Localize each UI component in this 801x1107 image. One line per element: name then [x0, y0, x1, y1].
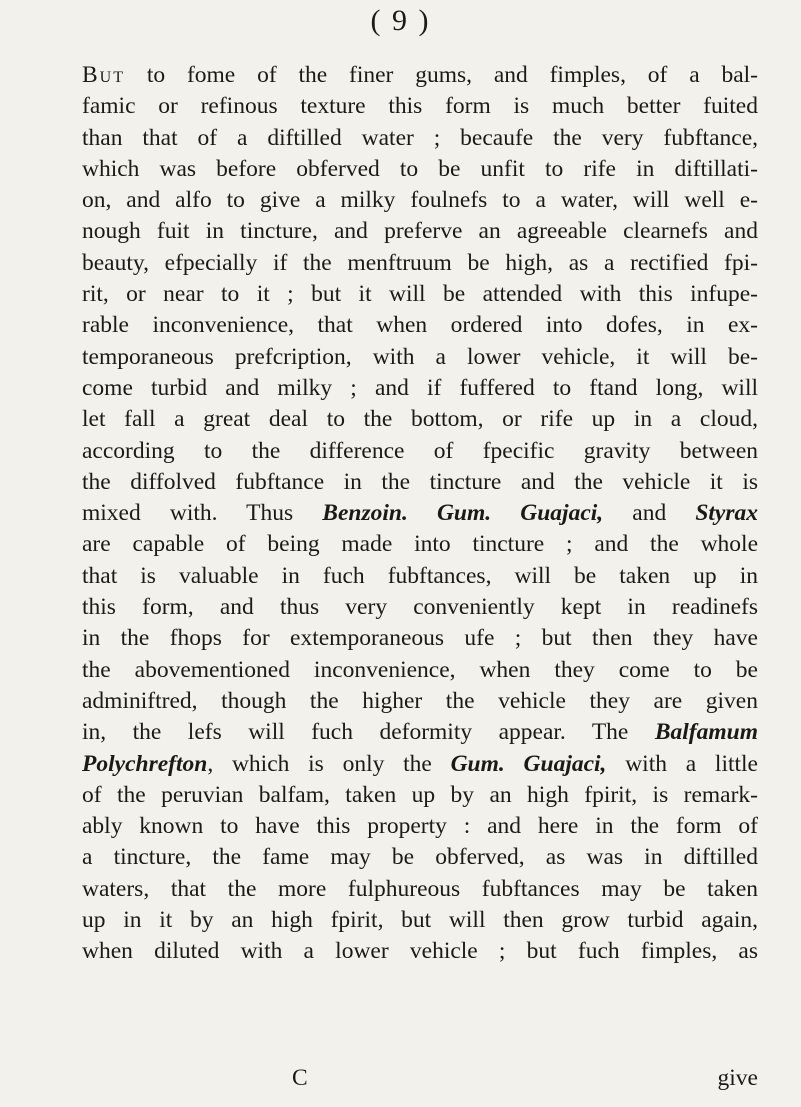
- page-number: ( 9 ): [370, 4, 431, 37]
- text-line: beauty, efpecially if the menftruum be high, as a rectified fpi-: [82, 249, 758, 276]
- text-line: come turbid and milky ; and if fuffered to ftand long, will: [82, 374, 758, 401]
- term-gum: Gum.: [436, 500, 492, 527]
- text-line: the abovementioned inconvenience, when they come to be: [82, 656, 758, 683]
- text-line: temporaneous prefcription, with a lower vehicle, it will be-: [82, 343, 758, 370]
- text-line: are capable of being made into tincture ; and the whole: [82, 531, 758, 558]
- text-line: Polychrefton, which is only the Gum. Guajaci, with a little: [82, 750, 758, 777]
- text-line: waters, that the more fulphureous fubftances may be taken: [82, 875, 758, 902]
- text-line: rit, or near to it ; but it will be attended with this infupe-: [82, 281, 758, 308]
- text-line: But to fome of the finer gums, and fimples, of a bal-: [82, 62, 758, 88]
- text-line: adminiftred, though the higher the vehicle they are given: [82, 687, 758, 714]
- text-line: than that of a diftilled water ; becaufe the very fubftance,: [82, 124, 758, 151]
- body-paragraph: [82, 60, 758, 968]
- text-line: a tincture, the fame may be obferved, as was in diftilled: [82, 844, 758, 871]
- term-polychrefton: Polychrefton: [82, 750, 208, 777]
- text-line: that is valuable in fuch fubftances, will be taken up in: [82, 562, 758, 589]
- text-line: according to the difference of fpecific gravity between: [82, 437, 758, 464]
- page-footer: [82, 1063, 758, 1094]
- text-line: nough fuit in tincture, and preferve an agreeable clearnefs and: [82, 218, 758, 245]
- catchword: give: [717, 1065, 758, 1091]
- term-benzoin: Benzoin.: [322, 500, 408, 527]
- signature-mark: C: [292, 1065, 308, 1091]
- text-line: when diluted with a lower vehicle ; but fuch fimples, as: [82, 938, 758, 965]
- text-line: of the peruvian balfam, taken up by an high fpirit, is remark-: [82, 781, 758, 808]
- text-line: mixed with. Thus Benzoin. Gum. Guajaci, and Styrax: [82, 500, 759, 527]
- text-line: in, the lefs will fuch deformity appear. The Balfamum: [82, 719, 758, 746]
- text-line: which was before obferved to be unfit to rife in diftillati-: [82, 155, 758, 182]
- text-line: the diffolved fubftance in the tincture and the vehicle it is: [82, 468, 758, 495]
- term-guajaci: Guajaci,: [520, 500, 604, 527]
- text-line: this form, and thus very conveniently kept in readinefs: [82, 594, 758, 621]
- text-line: let fall a great deal to the bottom, or rife up in a cloud,: [82, 406, 758, 433]
- term-gum-guajaci: Gum. Guajaci,: [450, 750, 607, 777]
- text-line: ably known to have this property : and here in the form of: [82, 813, 758, 840]
- text-line: in the fhops for extemporaneous ufe ; but then they have: [82, 625, 758, 652]
- term-styrax: Styrax: [695, 500, 759, 527]
- text-line: up in it by an high fpirit, but will then grow turbid again,: [82, 907, 758, 934]
- text-line: on, and alfo to give a milky foulnefs to a water, will well e-: [82, 187, 758, 214]
- term-balfamum: Balfamum: [654, 719, 758, 746]
- text-line: famic or refinous texture this form is much better fuited: [82, 93, 758, 120]
- opening-word: But: [82, 62, 126, 88]
- text-line: rable inconvenience, that when ordered into dofes, in ex-: [82, 312, 758, 339]
